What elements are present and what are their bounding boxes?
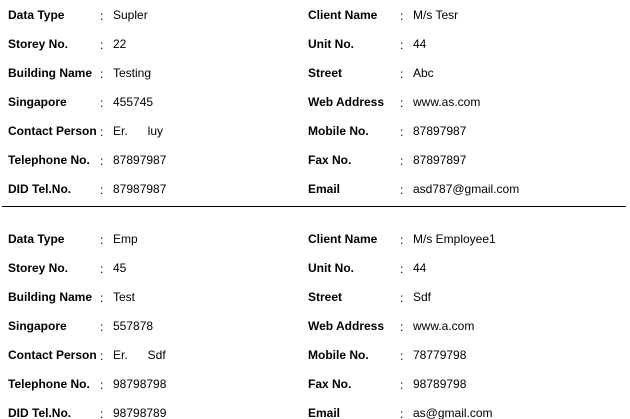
- colon-separator: :: [100, 154, 104, 168]
- colon-separator: :: [100, 96, 104, 110]
- field-label: Contact Person: [8, 348, 97, 362]
- field-label: Street: [308, 290, 343, 304]
- field-row: [8, 8, 630, 37]
- field-row: [8, 319, 630, 348]
- field-pair-left: [8, 153, 308, 167]
- colon-separator: :: [400, 154, 404, 168]
- field-value: 98798789: [113, 406, 167, 419]
- field-pair-left: [8, 124, 308, 138]
- field-label: Unit No.: [308, 37, 354, 51]
- field-label: Singapore: [8, 319, 67, 333]
- field-label: Client Name: [308, 8, 378, 22]
- field-label: Email: [308, 182, 341, 196]
- field-row: [8, 37, 630, 66]
- field-value: www.as.com: [413, 95, 481, 109]
- field-pair-right: [308, 124, 622, 138]
- colon-separator: :: [100, 38, 104, 52]
- colon-separator: :: [400, 96, 404, 110]
- colon-separator: :: [100, 291, 104, 305]
- field-label: Building Name: [8, 66, 93, 80]
- field-pair-left: [8, 319, 308, 333]
- field-label: Street: [308, 66, 343, 80]
- field-value: M/s Tesr: [413, 8, 459, 22]
- field-value: Supler: [113, 8, 148, 22]
- field-value: 98789798: [413, 377, 467, 391]
- field-label: Web Address: [308, 319, 385, 333]
- field-label: Mobile No.: [308, 124, 369, 138]
- field-label: Building Name: [8, 290, 93, 304]
- record-block-1: [8, 8, 630, 211]
- field-value: 78779798: [413, 348, 467, 362]
- field-value: asd787@gmail.com: [413, 182, 520, 196]
- field-label: Storey No.: [8, 261, 69, 275]
- field-label: Unit No.: [308, 261, 354, 275]
- field-pair-right: [308, 406, 622, 419]
- colon-separator: :: [400, 38, 404, 52]
- colon-separator: :: [400, 183, 404, 197]
- field-value: 98798798: [113, 377, 167, 391]
- field-pair-right: [308, 377, 622, 391]
- field-label: Data Type: [8, 232, 65, 246]
- field-pair-right: [308, 153, 622, 167]
- field-row: [8, 153, 630, 182]
- field-pair-right: [308, 319, 622, 333]
- field-value: Er. luy: [113, 124, 164, 138]
- colon-separator: :: [100, 407, 104, 419]
- field-label: DID Tel.No.: [8, 182, 72, 196]
- field-pair-right: [308, 95, 622, 109]
- field-row: [8, 261, 630, 290]
- field-value: 87897987: [113, 153, 167, 167]
- field-pair-right: [308, 261, 622, 275]
- colon-separator: :: [400, 378, 404, 392]
- colon-separator: :: [100, 349, 104, 363]
- colon-separator: :: [400, 125, 404, 139]
- field-pair-left: [8, 37, 308, 51]
- record-divider: [2, 206, 626, 207]
- field-row: [8, 66, 630, 95]
- colon-separator: :: [400, 291, 404, 305]
- field-value: Testing: [113, 66, 152, 80]
- field-value: 45: [113, 261, 127, 275]
- field-label: Data Type: [8, 8, 65, 22]
- field-pair-right: [308, 348, 622, 362]
- field-value: M/s Employee1: [413, 232, 496, 246]
- field-row: [8, 232, 630, 261]
- field-value: as@gmail.com: [413, 406, 493, 419]
- field-pair-left: [8, 8, 308, 22]
- field-pair-left: [8, 290, 308, 304]
- field-row: [8, 377, 630, 406]
- field-pair-right: [308, 66, 622, 80]
- field-value: 557878: [113, 319, 154, 333]
- field-pair-left: [8, 95, 308, 109]
- field-pair-right: [308, 182, 622, 196]
- field-pair-left: [8, 261, 308, 275]
- colon-separator: :: [400, 9, 404, 23]
- field-pair-left: [8, 348, 308, 362]
- field-label: Mobile No.: [308, 348, 369, 362]
- field-label: Client Name: [308, 232, 378, 246]
- field-value: 87897987: [413, 124, 467, 138]
- field-pair-left: [8, 232, 308, 246]
- field-value: Abc: [413, 66, 434, 80]
- colon-separator: :: [400, 407, 404, 419]
- field-pair-right: [308, 290, 622, 304]
- field-value: 22: [113, 37, 127, 51]
- colon-separator: :: [100, 262, 104, 276]
- field-row: [8, 290, 630, 319]
- field-row: [8, 95, 630, 124]
- field-label: Telephone No.: [8, 153, 90, 167]
- field-value: Sdf: [413, 290, 432, 304]
- field-pair-right: [308, 8, 622, 22]
- colon-separator: :: [100, 233, 104, 247]
- colon-separator: :: [400, 320, 404, 334]
- field-label: DID Tel.No.: [8, 406, 72, 419]
- field-label: Telephone No.: [8, 377, 90, 391]
- colon-separator: :: [100, 125, 104, 139]
- field-label: Web Address: [308, 95, 385, 109]
- field-pair-right: [308, 37, 622, 51]
- field-label: Fax No.: [308, 153, 352, 167]
- colon-separator: :: [100, 183, 104, 197]
- field-label: Email: [308, 406, 341, 419]
- colon-separator: :: [400, 67, 404, 81]
- field-pair-left: [8, 377, 308, 391]
- field-pair-right: [308, 232, 622, 246]
- field-label: Storey No.: [8, 37, 69, 51]
- colon-separator: :: [100, 378, 104, 392]
- field-value: Test: [113, 290, 136, 304]
- field-pair-left: [8, 406, 308, 419]
- field-row: [8, 406, 630, 419]
- colon-separator: :: [400, 233, 404, 247]
- field-value: 87987987: [113, 182, 167, 196]
- colon-separator: :: [100, 320, 104, 334]
- field-value: 44: [413, 261, 427, 275]
- colon-separator: :: [400, 349, 404, 363]
- field-label: Singapore: [8, 95, 67, 109]
- field-value: Emp: [113, 232, 138, 246]
- colon-separator: :: [100, 9, 104, 23]
- colon-separator: :: [400, 262, 404, 276]
- field-value: 87897897: [413, 153, 467, 167]
- field-pair-left: [8, 66, 308, 80]
- field-value: Er. Sdf: [113, 348, 166, 362]
- field-value: 44: [413, 37, 427, 51]
- colon-separator: :: [100, 67, 104, 81]
- field-row: [8, 124, 630, 153]
- field-row: [8, 348, 630, 377]
- field-value: www.a.com: [413, 319, 475, 333]
- field-label: Contact Person: [8, 124, 97, 138]
- field-label: Fax No.: [308, 377, 352, 391]
- field-pair-left: [8, 182, 308, 196]
- record-block-2: [8, 232, 630, 419]
- field-value: 455745: [113, 95, 154, 109]
